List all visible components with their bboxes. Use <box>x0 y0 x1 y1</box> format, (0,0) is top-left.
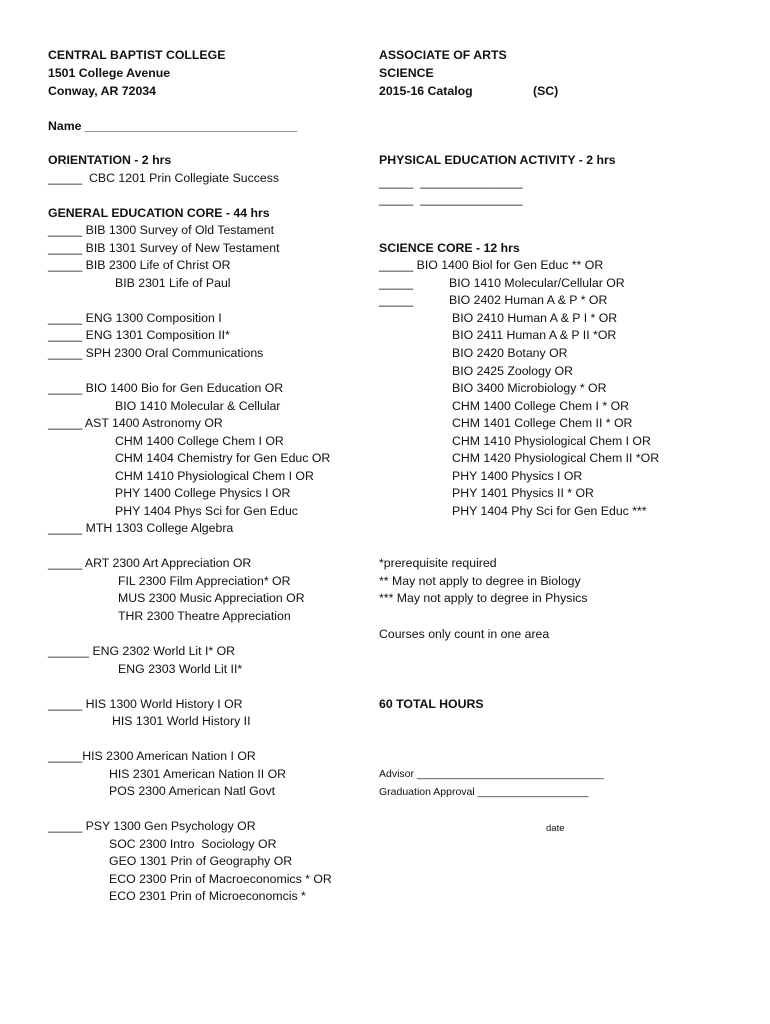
footnote: ** May not apply to degree in Biology <box>379 574 581 588</box>
course-alt: CHM 1410 Physiological Chem I OR <box>452 434 651 448</box>
course-alt: BIO 3400 Microbiology * OR <box>452 381 607 395</box>
course-alt: BIO 2411 Human A & P II *OR <box>452 328 617 342</box>
course-alt: BIO 2410 Human A & P I * OR <box>452 311 618 325</box>
course-line[interactable]: _____ ENG 1300 Composition I <box>48 311 222 325</box>
course-line[interactable]: _____ HIS 1300 World History I OR <box>48 697 243 711</box>
course-alt: PHY 1400 Physics I OR <box>452 469 583 483</box>
course-alt: CHM 1410 Physiological Chem I OR <box>115 469 314 483</box>
course-alt: BIO 2402 Human A & P * OR <box>449 293 608 307</box>
course-alt: PHY 1400 College Physics I OR <box>115 486 291 500</box>
course-alt: BIO 1410 Molecular & Cellular <box>115 399 281 413</box>
footnote: *** May not apply to degree in Physics <box>379 591 588 605</box>
course-alt: SOC 2300 Intro Sociology OR <box>109 837 277 851</box>
course-alt: ECO 2300 Prin of Macroeconomics * OR <box>109 872 332 886</box>
course-alt: MUS 2300 Music Appreciation OR <box>118 591 305 605</box>
course-line[interactable]: _____ SPH 2300 Oral Communications <box>48 346 264 360</box>
pe-blank-line[interactable]: _____ _______________ <box>379 175 523 189</box>
course-line[interactable]: _____HIS 2300 American Nation I OR <box>48 749 256 763</box>
school-name: CENTRAL BAPTIST COLLEGE <box>48 48 226 62</box>
course-alt: ECO 2301 Prin of Microeconomcis * <box>109 889 306 903</box>
gen-ed-heading: GENERAL EDUCATION CORE - 44 hrs <box>48 206 270 220</box>
science-core-heading: SCIENCE CORE - 12 hrs <box>379 241 520 255</box>
course-line[interactable]: _____ BIB 1300 Survey of Old Testament <box>48 223 275 237</box>
course-line[interactable]: _____ BIO 1400 Bio for Gen Education OR <box>48 381 284 395</box>
course-alt: CHM 1404 Chemistry for Gen Educ OR <box>115 451 331 465</box>
course-alt: PHY 1404 Phy Sci for Gen Educ *** <box>452 504 647 518</box>
program-title: ASSOCIATE OF ARTS <box>379 48 507 62</box>
course-line[interactable]: _____ ENG 1301 Composition II* <box>48 328 230 342</box>
graduation-approval-line[interactable]: Graduation Approval ___________________ <box>379 786 589 798</box>
course-alt: ENG 2303 World Lit II* <box>118 662 243 676</box>
course-alt: PHY 1404 Phys Sci for Gen Educ <box>115 504 298 518</box>
program-code: (SC) <box>533 84 559 98</box>
course-line[interactable]: _____ ART 2300 Art Appreciation OR <box>48 556 252 570</box>
course-alt: GEO 1301 Prin of Geography OR <box>109 854 293 868</box>
course-alt: BIO 2425 Zoology OR <box>452 364 573 378</box>
course-line[interactable]: _____ PSY 1300 Gen Psychology OR <box>48 819 256 833</box>
school-street: 1501 College Avenue <box>48 66 171 80</box>
course-line[interactable]: _____ MTH 1303 College Algebra <box>48 521 234 535</box>
area-note: Courses only count in one area <box>379 627 550 641</box>
course-alt: CHM 1400 College Chem I * OR <box>452 399 630 413</box>
school-city: Conway, AR 72034 <box>48 84 156 98</box>
course-line[interactable]: _____ BIB 2300 Life of Christ OR <box>48 258 231 272</box>
course-line[interactable]: _____ BIO 1400 Biol for Gen Educ ** OR <box>379 258 604 272</box>
program-subtitle: SCIENCE <box>379 66 434 80</box>
course-alt: POS 2300 American Natl Govt <box>109 784 276 798</box>
course-alt: HIS 1301 World History II <box>112 714 251 728</box>
course-alt: PHY 1401 Physics II * OR <box>452 486 594 500</box>
catalog-year: 2015-16 Catalog <box>379 84 473 98</box>
advisor-signature-line[interactable]: Advisor ________________________________ <box>379 768 604 780</box>
name-field[interactable]: Name _______________________________ <box>48 119 297 133</box>
pe-heading: PHYSICAL EDUCATION ACTIVITY - 2 hrs <box>379 153 616 167</box>
total-hours: 60 TOTAL HOURS <box>379 697 484 711</box>
course-alt: CHM 1420 Physiological Chem II *OR <box>452 451 660 465</box>
footnote: *prerequisite required <box>379 556 497 570</box>
course-line[interactable]: _____ AST 1400 Astronomy OR <box>48 416 223 430</box>
science-blank[interactable]: _____ <box>379 293 414 307</box>
orientation-course[interactable]: _____ CBC 1201 Prin Collegiate Success <box>48 171 280 185</box>
course-alt: FIL 2300 Film Appreciation* OR <box>118 574 291 588</box>
science-blank[interactable]: _____ <box>379 276 414 290</box>
course-line[interactable]: ______ ENG 2302 World Lit I* OR <box>48 644 236 658</box>
course-line[interactable]: _____ BIB 1301 Survey of New Testament <box>48 241 280 255</box>
date-label: date <box>546 823 565 834</box>
course-alt: CHM 1401 College Chem II * OR <box>452 416 633 430</box>
course-alt: BIB 2301 Life of Paul <box>115 276 231 290</box>
course-alt: HIS 2301 American Nation II OR <box>109 767 287 781</box>
course-alt: CHM 1400 College Chem I OR <box>115 434 284 448</box>
course-alt: BIO 1410 Molecular/Cellular OR <box>449 276 625 290</box>
orientation-heading: ORIENTATION - 2 hrs <box>48 153 172 167</box>
course-alt: BIO 2420 Botany OR <box>452 346 568 360</box>
course-alt: THR 2300 Theatre Appreciation <box>118 609 291 623</box>
pe-blank-line[interactable]: _____ _______________ <box>379 192 523 206</box>
